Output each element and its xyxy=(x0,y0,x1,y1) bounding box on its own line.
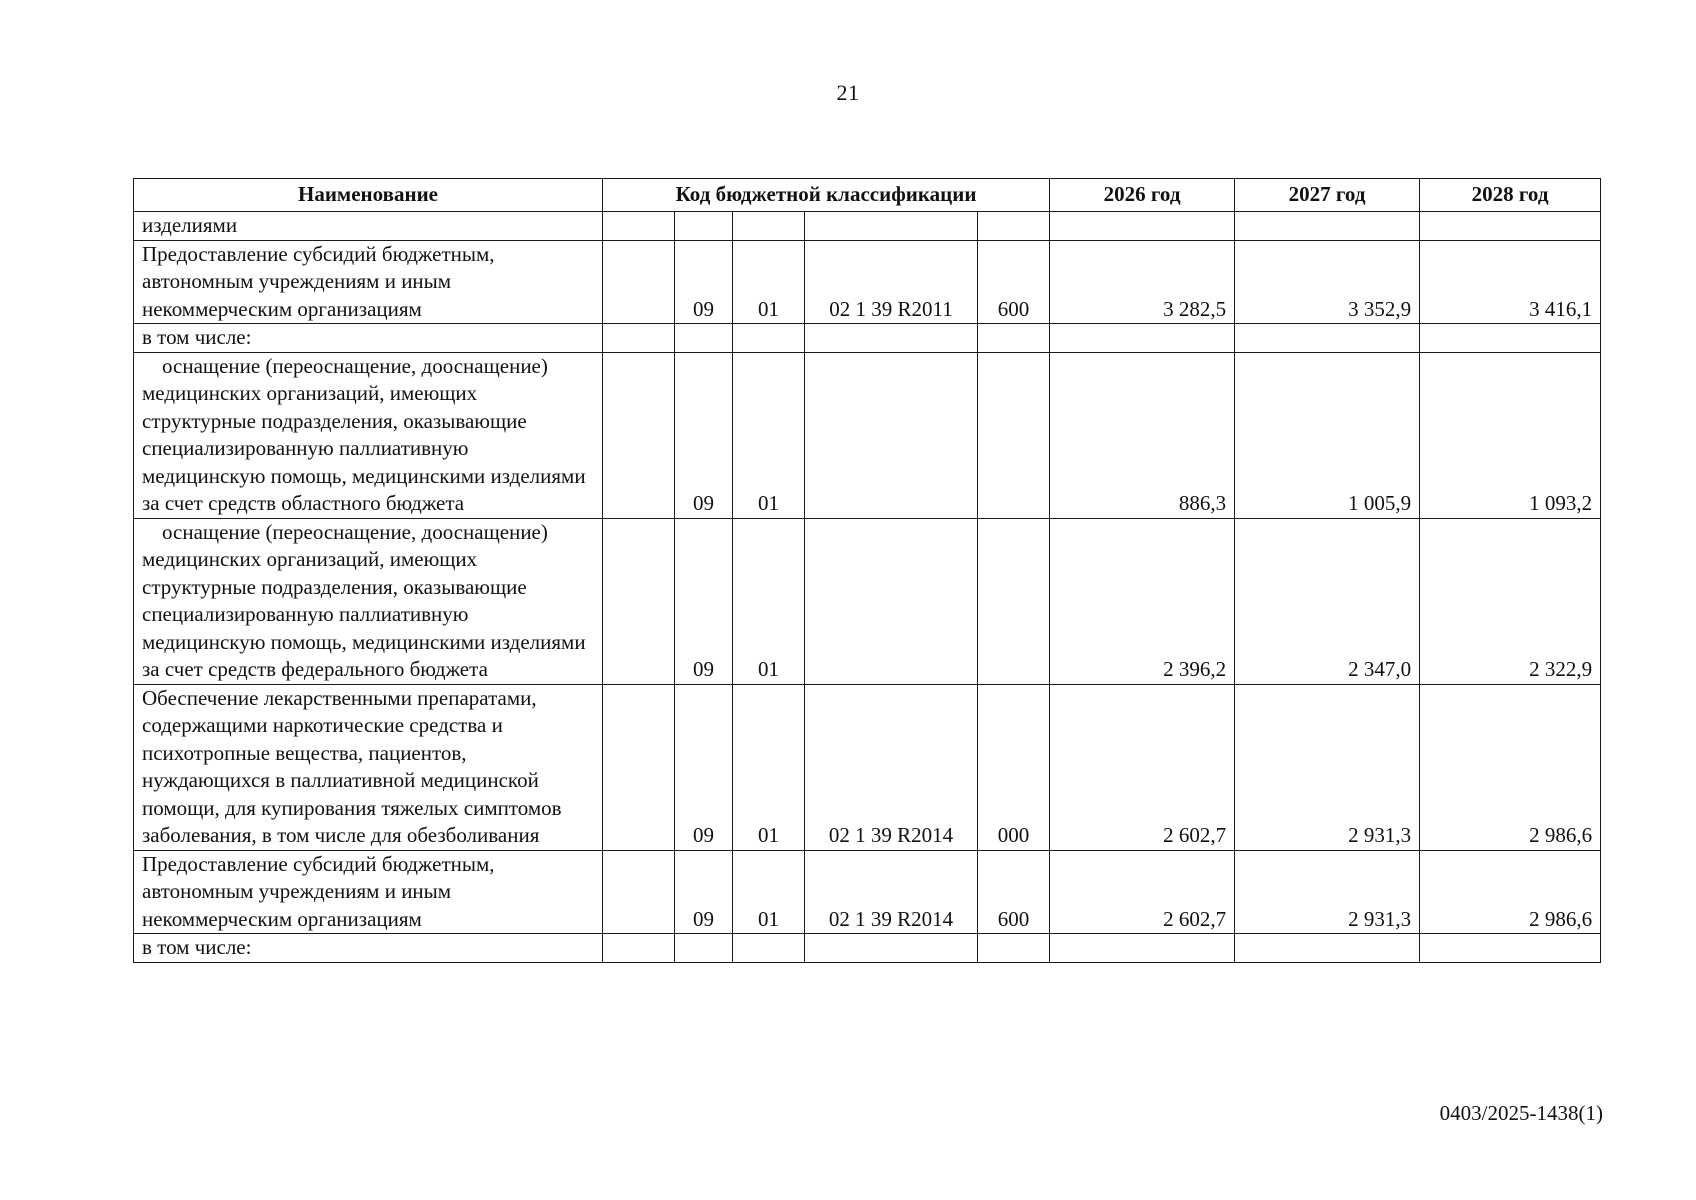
value-2026 xyxy=(1050,324,1235,353)
table-row xyxy=(134,324,1601,353)
value-2027: 2 931,3 xyxy=(1235,850,1420,934)
value-2027: 2 347,0 xyxy=(1235,518,1420,684)
value-2028: 3 416,1 xyxy=(1420,240,1601,324)
table-row xyxy=(134,684,1601,850)
code-expense-type xyxy=(978,518,1050,684)
header-2028: 2028 год xyxy=(1420,179,1601,212)
value-2027 xyxy=(1235,212,1420,241)
code-empty xyxy=(603,324,675,353)
table-row xyxy=(134,240,1601,324)
code-empty xyxy=(603,240,675,324)
row-name: в том числе: xyxy=(134,934,603,963)
code-subsection: 01 xyxy=(733,240,805,324)
row-name-text: оснащение (переоснащение, дооснащение) медицинских организаций, имеющих структурные подразделения, оказывающие специализированную паллиативную медицинскую помощь, медицинскими изделиями за счет средств федерального бюджета xyxy=(142,519,586,681)
code-expense-type: 000 xyxy=(978,684,1050,850)
code-target xyxy=(805,934,978,963)
code-section xyxy=(675,212,733,241)
code-subsection: 01 xyxy=(733,352,805,518)
header-2027: 2027 год xyxy=(1235,179,1420,212)
code-empty xyxy=(603,934,675,963)
row-name: Предоставление субсидий бюджетным, автономным учреждениям и иным некоммерческим организациям xyxy=(134,850,603,934)
row-name-text: оснащение (переоснащение, дооснащение) медицинских организаций, имеющих структурные подразделения, оказывающие специализированную паллиативную медицинскую помощь, медицинскими изделиями за счет средств областного бюджета xyxy=(142,353,586,515)
code-expense-type: 600 xyxy=(978,240,1050,324)
row-name xyxy=(134,518,603,684)
code-section xyxy=(675,324,733,353)
table-row xyxy=(134,352,1601,518)
row-name: Предоставление субсидий бюджетным, автономным учреждениям и иным некоммерческим организациям xyxy=(134,240,603,324)
code-expense-type: 600 xyxy=(978,850,1050,934)
value-2028 xyxy=(1420,934,1601,963)
code-empty xyxy=(603,352,675,518)
code-section: 09 xyxy=(675,518,733,684)
document-code: 0403/2025-1438(1) xyxy=(1439,1101,1603,1125)
header-name: Наименование xyxy=(134,179,603,212)
value-2026 xyxy=(1050,212,1235,241)
value-2028: 2 986,6 xyxy=(1420,850,1601,934)
code-subsection xyxy=(733,934,805,963)
value-2026: 2 602,7 xyxy=(1050,850,1235,934)
budget-table xyxy=(133,178,1601,963)
row-name: в том числе: xyxy=(134,324,603,353)
code-expense-type xyxy=(978,352,1050,518)
code-empty xyxy=(603,518,675,684)
value-2027 xyxy=(1235,324,1420,353)
code-section xyxy=(675,934,733,963)
code-empty xyxy=(603,684,675,850)
value-2026 xyxy=(1050,934,1235,963)
row-name: изделиями xyxy=(134,212,603,241)
value-2026: 2 602,7 xyxy=(1050,684,1235,850)
code-target: 02 1 39 R2011 xyxy=(805,240,978,324)
value-2026: 886,3 xyxy=(1050,352,1235,518)
code-section: 09 xyxy=(675,684,733,850)
table-row xyxy=(134,934,1601,963)
code-target xyxy=(805,324,978,353)
code-subsection xyxy=(733,212,805,241)
code-target: 02 1 39 R2014 xyxy=(805,850,978,934)
code-expense-type xyxy=(978,212,1050,241)
header-code: Код бюджетной классификации xyxy=(603,179,1050,212)
code-subsection: 01 xyxy=(733,518,805,684)
value-2027: 1 005,9 xyxy=(1235,352,1420,518)
page-number: 21 xyxy=(836,80,860,105)
value-2028 xyxy=(1420,212,1601,241)
table-header-row xyxy=(134,179,1601,212)
value-2028: 2 986,6 xyxy=(1420,684,1601,850)
code-subsection xyxy=(733,324,805,353)
value-2028 xyxy=(1420,324,1601,353)
code-target xyxy=(805,212,978,241)
value-2026: 3 282,5 xyxy=(1050,240,1235,324)
code-empty xyxy=(603,850,675,934)
value-2027: 2 931,3 xyxy=(1235,684,1420,850)
value-2027: 3 352,9 xyxy=(1235,240,1420,324)
code-target: 02 1 39 R2014 xyxy=(805,684,978,850)
code-section: 09 xyxy=(675,352,733,518)
code-section: 09 xyxy=(675,240,733,324)
code-empty xyxy=(603,212,675,241)
code-subsection: 01 xyxy=(733,850,805,934)
table-row xyxy=(134,518,1601,684)
code-target xyxy=(805,352,978,518)
code-expense-type xyxy=(978,934,1050,963)
header-2026: 2026 год xyxy=(1050,179,1235,212)
value-2026: 2 396,2 xyxy=(1050,518,1235,684)
value-2027 xyxy=(1235,934,1420,963)
row-name xyxy=(134,352,603,518)
table-row xyxy=(134,850,1601,934)
value-2028: 2 322,9 xyxy=(1420,518,1601,684)
value-2028: 1 093,2 xyxy=(1420,352,1601,518)
code-section: 09 xyxy=(675,850,733,934)
row-name: Обеспечение лекарственными препаратами, содержащими наркотические средства и психотропные вещества, пациентов, нуждающихся в паллиативной медицинской помощи, для купирования тяжелых симптомов заболевания, в том числе для обезболивания xyxy=(134,684,603,850)
code-subsection: 01 xyxy=(733,684,805,850)
code-target xyxy=(805,518,978,684)
table-row xyxy=(134,212,1601,241)
code-expense-type xyxy=(978,324,1050,353)
